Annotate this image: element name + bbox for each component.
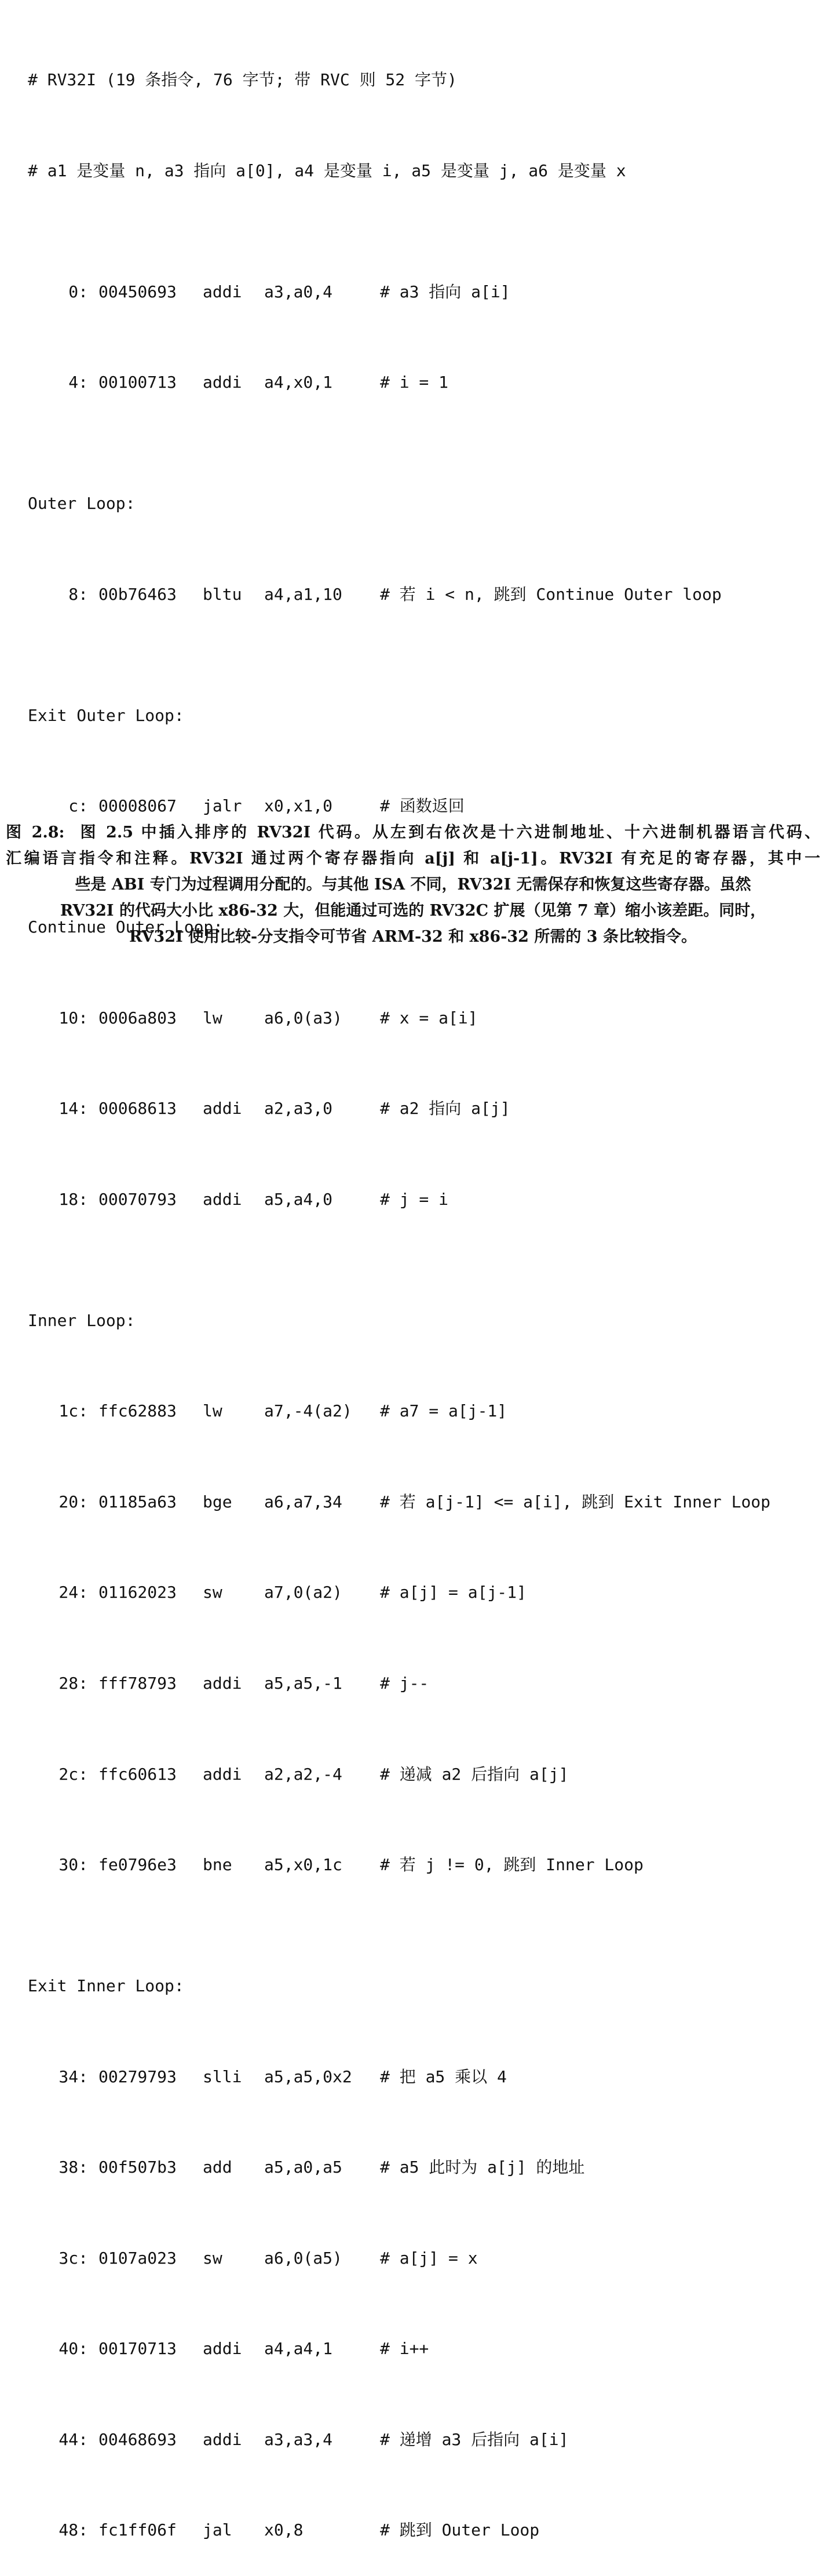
instruction-mnemonic: addi <box>203 2429 242 2449</box>
code-row <box>28 1094 770 1124</box>
machine-code: 01162023 <box>98 1583 177 1602</box>
instruction-mnemonic: bge <box>203 1492 232 1511</box>
code-comment: # x = a[i] <box>380 1008 478 1028</box>
instruction-mnemonic: slli <box>203 2067 242 2086</box>
code-comment: # 递减 a2 后指向 a[j] <box>380 1764 569 1784</box>
hex-address: 24: <box>59 1583 88 1602</box>
instruction-mnemonic: bltu <box>203 584 242 604</box>
instruction-operands: a4,a1,10 <box>264 584 342 604</box>
hex-address: 44: <box>59 2429 88 2449</box>
machine-code: 00170713 <box>98 2339 177 2359</box>
instruction-mnemonic: addi <box>203 2339 242 2359</box>
instruction-operands: a4,a4,1 <box>264 2339 333 2359</box>
hex-address: 2c: <box>59 1764 88 1784</box>
instruction-mnemonic: addi <box>203 1764 242 1784</box>
code-row <box>28 1185 770 1215</box>
code-comment: # 函数返回 <box>380 796 465 816</box>
code-comment: # a[j] = x <box>380 2248 478 2268</box>
instruction-operands: a6,0(a5) <box>264 2248 342 2268</box>
code-row <box>28 2515 770 2545</box>
caption-line: 汇编语言指令和注释。RV32I 通过两个寄存器指向 a[j] 和 a[j-1]。RV32I 有充足的寄存器，其中一 <box>6 850 820 868</box>
hex-address: 40: <box>59 2339 88 2359</box>
hex-address: 18: <box>59 1189 88 1209</box>
machine-code: 00070793 <box>98 1189 177 1209</box>
machine-code: ffc62883 <box>98 1401 177 1421</box>
instruction-mnemonic: addi <box>203 1673 242 1693</box>
instruction-operands: a7,0(a2) <box>264 1583 342 1602</box>
code-comment: # a7 = a[j-1] <box>380 1401 507 1421</box>
code-comment: # 把 a5 乘以 4 <box>380 2067 507 2086</box>
hex-address: 3c: <box>59 2248 88 2268</box>
label-exit-inner-loop: Exit Inner Loop: <box>28 1976 184 1995</box>
instruction-mnemonic: add <box>203 2158 232 2177</box>
instruction-mnemonic: lw <box>203 1008 222 1028</box>
code-comment: # 若 j != 0, 跳到 Inner Loop <box>380 1855 644 1875</box>
code-row <box>28 2425 770 2455</box>
hex-address: 0: <box>68 282 88 301</box>
hex-address: 10: <box>59 1008 88 1028</box>
hex-address: 20: <box>59 1492 88 1511</box>
code-row <box>28 791 770 821</box>
code-row <box>28 277 770 307</box>
instruction-operands: a5,x0,1c <box>264 1855 342 1875</box>
code-listing <box>28 5 770 2576</box>
instruction-mnemonic: sw <box>203 1583 222 1602</box>
machine-code: ffc60613 <box>98 1764 177 1784</box>
instruction-operands: a5,a0,a5 <box>264 2158 342 2177</box>
code-row <box>28 367 770 398</box>
code-comment: # a2 指向 a[j] <box>380 1099 510 1118</box>
code-row <box>28 2334 770 2364</box>
machine-code: fc1ff06f <box>98 2520 177 2540</box>
machine-code: 00b76463 <box>98 584 177 604</box>
instruction-operands: a2,a3,0 <box>264 1099 333 1118</box>
code-comment: # a3 指向 a[i] <box>380 282 510 301</box>
hex-address: c: <box>68 796 88 816</box>
machine-code: 00068613 <box>98 1099 177 1118</box>
hex-address: 48: <box>59 2520 88 2540</box>
instruction-operands: a4,x0,1 <box>264 373 333 392</box>
machine-code: fff78793 <box>98 1673 177 1693</box>
code-comment: # 递增 a3 后指向 a[i] <box>380 2429 569 2449</box>
instruction-operands: x0,8 <box>264 2520 304 2540</box>
machine-code: 00450693 <box>98 282 177 301</box>
code-comment: # 若 i < n, 跳到 Continue Outer loop <box>380 584 722 604</box>
hex-address: 30: <box>59 1855 88 1875</box>
hex-address: 28: <box>59 1673 88 1693</box>
code-row <box>28 2152 770 2183</box>
machine-code: fe0796e3 <box>98 1855 177 1875</box>
instruction-operands: a5,a5,0x2 <box>264 2067 352 2086</box>
hex-address: 1c: <box>59 1401 88 1421</box>
instruction-operands: a5,a5,-1 <box>264 1673 342 1693</box>
machine-code: 00f507b3 <box>98 2158 177 2177</box>
instruction-mnemonic: sw <box>203 2248 222 2268</box>
hex-address: 8: <box>68 584 88 604</box>
machine-code: 00008067 <box>98 796 177 816</box>
instruction-mnemonic: jalr <box>203 796 242 816</box>
instruction-operands: a6,a7,34 <box>264 1492 342 1511</box>
instruction-mnemonic: addi <box>203 373 242 392</box>
register-legend: # a1 是变量 n, a3 指向 a[0], a4 是变量 i, a5 是变量 j, a6 是变量 x <box>28 161 626 180</box>
machine-code: 01185a63 <box>98 1492 177 1511</box>
label-outer-loop: Outer Loop: <box>28 494 136 513</box>
code-comment: # 跳到 Outer Loop <box>380 2520 540 2540</box>
label-continue-outer-loop: Continue Outer Loop: <box>28 917 224 937</box>
code-row <box>28 1577 770 1608</box>
code-comment: # i++ <box>380 2339 429 2359</box>
code-comment: # 若 a[j-1] <= a[i], 跳到 Exit Inner Loop <box>380 1492 771 1511</box>
instruction-operands: a3,a3,4 <box>264 2429 333 2449</box>
code-row <box>28 1487 770 1517</box>
hex-address: 4: <box>68 373 88 392</box>
caption-line: RV32I 使用比较-分支指令可节省 ARM-32 和 x86-32 所需的 3 条比较指令。 <box>129 928 697 946</box>
hex-address: 34: <box>59 2067 88 2086</box>
instruction-mnemonic: addi <box>203 282 242 301</box>
label-exit-outer-loop: Exit Outer Loop: <box>28 705 184 725</box>
figure-caption <box>6 819 820 950</box>
code-comment: # j = i <box>380 1189 449 1209</box>
code-comment: # i = 1 <box>380 373 449 392</box>
instruction-operands: a3,a0,4 <box>264 282 333 301</box>
machine-code: 0107a023 <box>98 2248 177 2268</box>
machine-code: 00468693 <box>98 2429 177 2449</box>
code-comment: # j-- <box>380 1673 429 1693</box>
caption-line: 图 2.8: 图 2.5 中插入排序的 RV32I 代码。从左到右依次是十六进制地址、十六进制机器语言代码、 <box>6 824 820 841</box>
instruction-operands: a2,a2,-4 <box>264 1764 342 1784</box>
hex-address: 14: <box>59 1099 88 1118</box>
code-comment: # a[j] = a[j-1] <box>380 1583 527 1602</box>
listing-header: # RV32I (19 条指令, 76 字节; 带 RVC 则 52 字节) <box>28 70 457 90</box>
code-row <box>28 2243 770 2273</box>
instruction-operands: a6,0(a3) <box>264 1008 342 1028</box>
code-row <box>28 1850 770 1880</box>
instruction-mnemonic: addi <box>203 1189 242 1209</box>
instruction-mnemonic: jal <box>203 2520 232 2540</box>
caption-line: RV32I 的代码大小比 x86-32 大，但能通过可选的 RV32C 扩展（见第 7 章）缩小该差距。同时， <box>60 902 766 920</box>
instruction-operands: a7,-4(a2) <box>264 1401 352 1421</box>
instruction-operands: a5,a4,0 <box>264 1189 333 1209</box>
code-row <box>28 580 770 610</box>
label-inner-loop: Inner Loop: <box>28 1310 136 1330</box>
code-row <box>28 1759 770 1790</box>
instruction-mnemonic: lw <box>203 1401 222 1421</box>
code-row <box>28 1396 770 1426</box>
instruction-mnemonic: addi <box>203 1099 242 1118</box>
code-row <box>28 1003 770 1033</box>
instruction-operands: x0,x1,0 <box>264 796 333 816</box>
caption-line: 些是 ABI 专门为过程调用分配的。与其他 ISA 不同，RV32I 无需保存和恢复这些寄存器。虽然 <box>75 876 751 894</box>
hex-address: 38: <box>59 2158 88 2177</box>
instruction-mnemonic: bne <box>203 1855 232 1875</box>
machine-code: 0006a803 <box>98 1008 177 1028</box>
machine-code: 00279793 <box>98 2067 177 2086</box>
code-row <box>28 1668 770 1699</box>
machine-code: 00100713 <box>98 373 177 392</box>
code-comment: # a5 此时为 a[j] 的地址 <box>380 2158 585 2177</box>
code-row <box>28 2062 770 2092</box>
